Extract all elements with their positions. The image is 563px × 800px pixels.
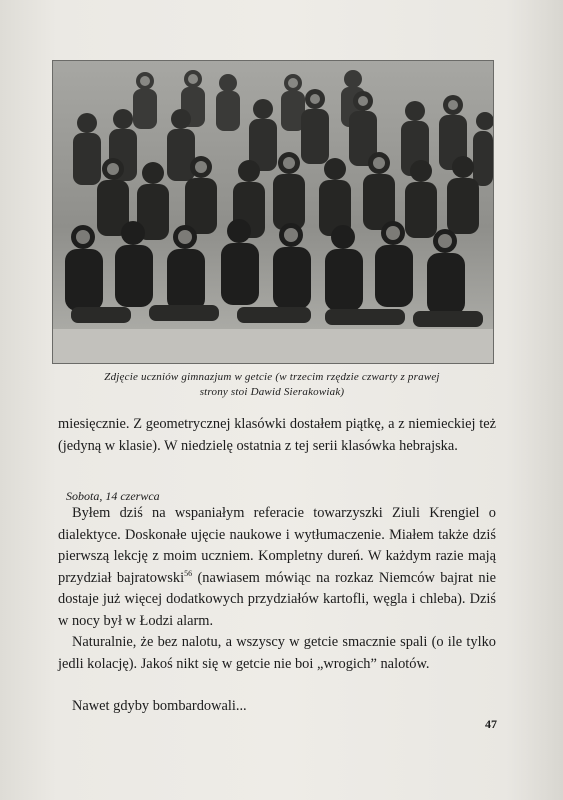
group-photo-illustration xyxy=(53,61,493,363)
paragraph-entry xyxy=(58,503,496,632)
paragraph-bombing: Nawet gdyby bombardowali... xyxy=(72,698,247,714)
paragraph-entry-text-a: Byłem dziś na wspaniałym referacie towarzyszki Ziuli Krengiel o dialektyce. Doskonałe ujęcie naukowe i wytłumaczenie. Miałem także dziś pierwszą lekcję z moim uczniem. Kompletny dureń. W każdym razie mają przydział bajratowski xyxy=(58,505,496,586)
caption-line-1: Zdjęcie uczniów gimnazjum w getcie (w trzecim rzędzie czwarty z prawej xyxy=(104,371,440,383)
photo-caption xyxy=(52,370,492,400)
diary-entry-date: Sobota, 14 czerwca xyxy=(66,489,160,503)
footnote-marker: 56 xyxy=(184,568,193,578)
group-photo xyxy=(52,60,494,364)
caption-line-2: strony stoi Dawid Sierakowiak) xyxy=(199,386,345,398)
paragraph-entry-text-b: (nawiasem mówiąc na rozkaz Niemców bajrat nie dostaje już więcej dodatkowych przydziałów kartofli, węgla i chleba). Dziś w nocy był w Łodzi alarm. xyxy=(58,569,496,629)
page-number: 47 xyxy=(485,717,497,731)
paragraph-continuation: miesięcznie. Z geometrycznej klasówki dostałem piątkę, a z niemieckiej też (jedyną w klasie). W niedzielę ostatnia z tej serii klasówka hebrajska. xyxy=(58,416,496,454)
paragraph-raids: Naturalnie, że bez nalotu, a wszyscy w getcie smacznie spali (o ile tylko jedli kolację). Jakoś nikt się w getcie nie boi „wrogich” nalotów. xyxy=(58,634,496,672)
